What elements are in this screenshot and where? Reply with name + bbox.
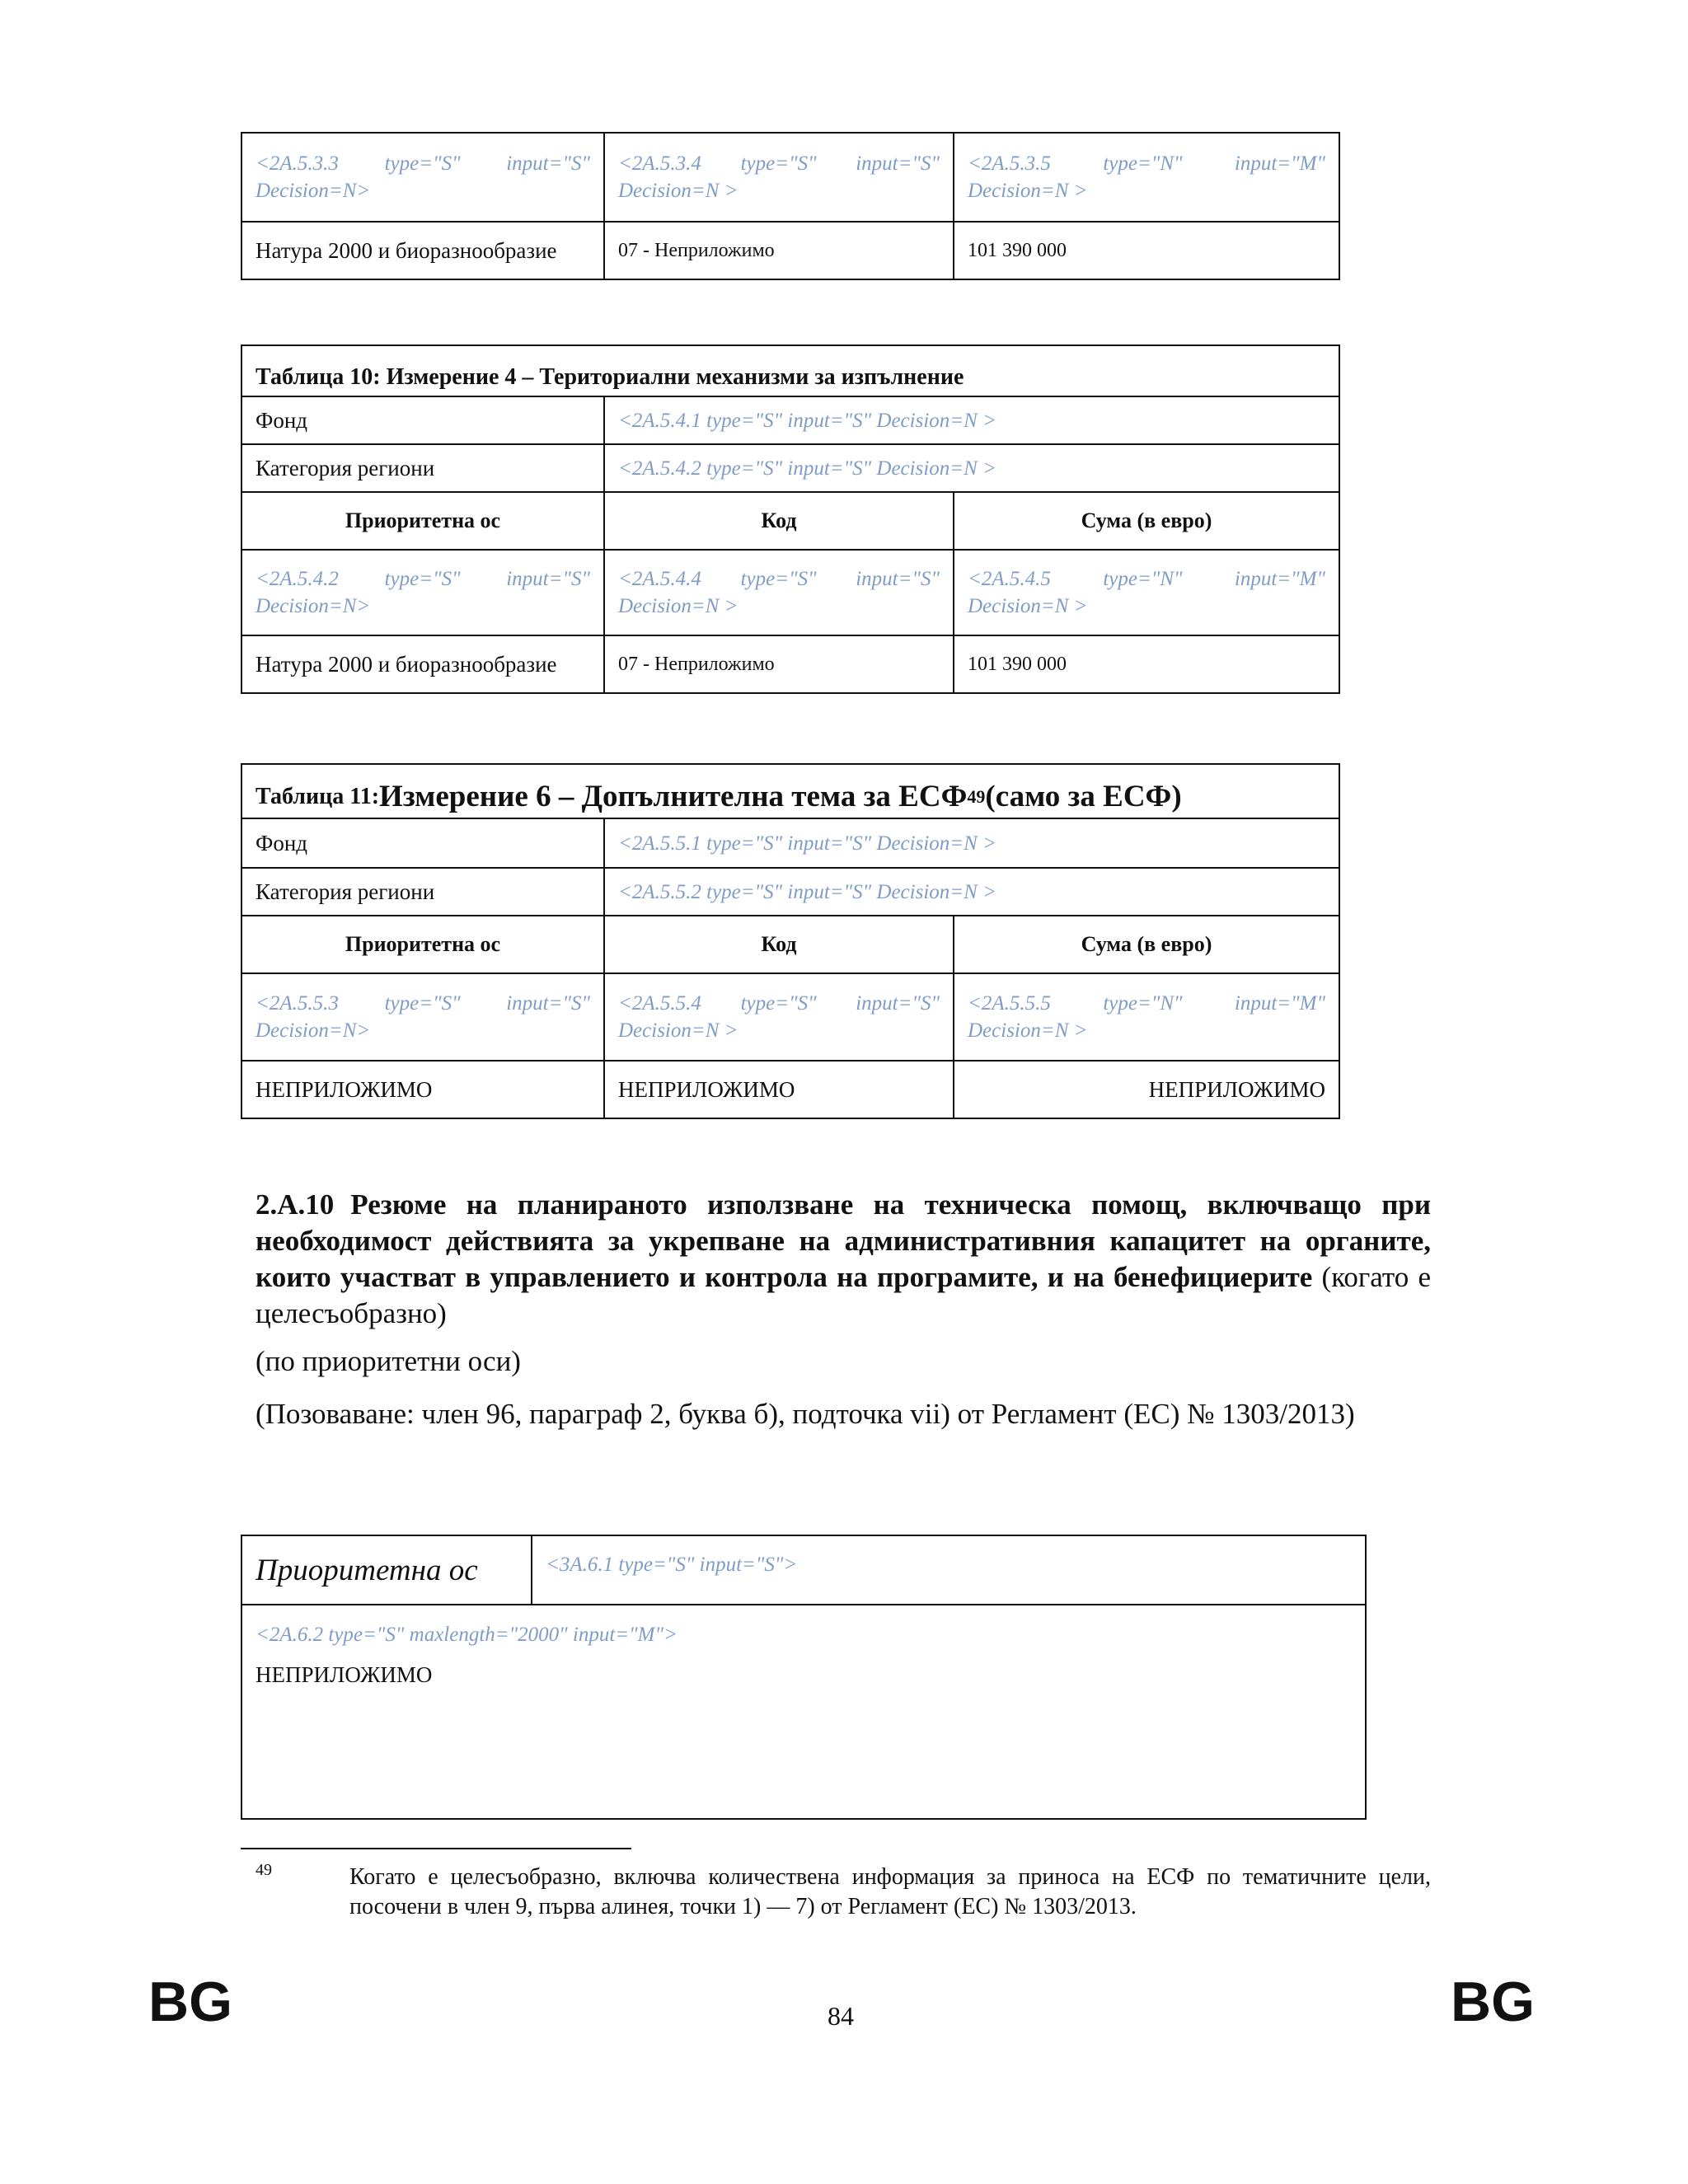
fund-tag: <2A.5.4.1 type="S" input="S" Decision=N > — [618, 409, 996, 432]
table-row — [242, 443, 1339, 491]
tag-cell: <2A.5.3.3 type="S" input="S" Decision=N> — [242, 134, 605, 221]
table-title: Таблица 10: Измерение 4 – Териториални механизми за изпълнение — [256, 364, 964, 390]
table-row — [242, 396, 1339, 443]
tag-cell: <2A.5.4.5 type="N" input="M" Decision=N > — [968, 568, 1325, 617]
code-value: 07 - Неприложимо — [605, 223, 954, 279]
footnote-separator — [241, 1848, 631, 1849]
table-row — [242, 1604, 1365, 1820]
section-heading-note: (когато е целесъобразно) — [256, 1261, 1431, 1329]
tag-cell: <2A.5.5.4 type="S" input="S" Decision=N > — [605, 974, 954, 1060]
section-heading — [256, 1187, 1431, 1332]
section-reference: (Позоваване: член 96, параграф 2, буква б), подточка vii) от Регламент (ЕС) № 1303/2013) — [256, 1398, 1355, 1430]
column-header: Код — [605, 916, 954, 972]
summary-tag: <2A.6.2 type="S" maxlength="2000" input="M"> — [256, 1624, 678, 1646]
table-row — [242, 635, 1339, 692]
table-row — [242, 818, 1339, 867]
priority-axis-label: Приоритетна ос — [242, 1536, 532, 1604]
column-header: Сума (в евро) — [1081, 509, 1212, 532]
table-9-tail — [241, 132, 1340, 280]
code-value: 07 - Неприложимо — [605, 636, 954, 692]
table-10 — [241, 344, 1340, 694]
table-row — [242, 1536, 1365, 1604]
summary-text: НЕПРИЛОЖИМО — [256, 1662, 433, 1687]
footnote-ref: 49 — [967, 785, 986, 807]
language-code-left: BG — [148, 1971, 232, 2033]
code-value: НЕПРИЛОЖИМО — [605, 1062, 954, 1118]
region-category-tag: <2A.5.4.2 type="S" input="S" Decision=N > — [618, 457, 996, 480]
technical-assistance-table — [241, 1535, 1367, 1820]
priority-axis-value: НЕПРИЛОЖИМО — [242, 1062, 605, 1118]
column-header: Приоритетна ос — [242, 493, 605, 549]
table-row — [242, 867, 1339, 915]
fund-tag: <2A.5.5.1 type="S" input="S" Decision=N > — [618, 832, 996, 855]
section-number: 2.A.10 — [256, 1188, 335, 1221]
tag-cell: <2A.5.3.4 type="S" input="S" Decision=N > — [605, 134, 954, 221]
amount-value: 101 390 000 — [968, 239, 1067, 261]
tag-cell: <2A.5.4.2 type="S" input="S" Decision=N> — [242, 551, 605, 635]
section-heading-text: Резюме на планираното използване на техническа помощ, включващо при необходимост действията за укрепване на административния капацитет на органите, които участват в управлението и контрола на програмите, и на бенефициерите — [256, 1188, 1431, 1293]
table-title: Таблица 11: Измерение 6 – Допълнителна тема за ЕСФ 49 (само за ЕСФ) — [256, 780, 1182, 813]
tag-cell: <2A.5.5.5 type="N" input="M" Decision=N > — [968, 992, 1325, 1042]
amount-value: 101 390 000 — [968, 653, 1067, 675]
page-number: 84 — [828, 2001, 854, 2031]
footnote-text: Когато е целесъобразно, включва количествена информация за приноса на ЕСФ по тематичните цели, посочени в член 9, първа алинея, точки 1) — 7) от Регламент (ЕС) № 1303/2013. — [349, 1864, 1431, 1919]
amount-value: НЕПРИЛОЖИМО — [1148, 1076, 1325, 1102]
column-header: Код — [605, 493, 954, 549]
priority-axis-value: Натура 2000 и биоразнообразие — [242, 223, 605, 279]
table-row — [242, 972, 1339, 1060]
language-code-right: BG — [1451, 1971, 1535, 2033]
column-header: Приоритетна ос — [242, 916, 605, 972]
table-row — [242, 134, 1339, 221]
region-category-label: Категория региони — [242, 869, 605, 915]
region-category-tag: <2A.5.5.2 type="S" input="S" Decision=N > — [618, 880, 996, 903]
table-row — [242, 221, 1339, 279]
tag-cell: <2A.5.4.4 type="S" input="S" Decision=N > — [605, 551, 954, 635]
fund-label: Фонд — [242, 397, 605, 443]
table-title-row — [242, 765, 1339, 818]
section-subtitle: (по приоритетни оси) — [256, 1345, 521, 1377]
table-header-row — [242, 915, 1339, 972]
region-category-label: Категория региони — [242, 445, 605, 491]
tag-cell: <2A.5.5.3 type="S" input="S" Decision=N> — [242, 974, 605, 1060]
priority-axis-tag: <3A.6.1 type="S" input="S"> — [546, 1554, 798, 1576]
fund-label: Фонд — [242, 819, 605, 867]
table-row — [242, 1060, 1339, 1118]
table-header-row — [242, 491, 1339, 549]
priority-axis-value: Натура 2000 и биоразнообразие — [242, 636, 605, 692]
table-title-row — [242, 346, 1339, 396]
column-header: Сума (в евро) — [1081, 932, 1212, 956]
footnote-number: 49 — [256, 1861, 272, 1879]
tag-cell: <2A.5.3.5 type="N" input="M" Decision=N > — [968, 152, 1325, 202]
table-row — [242, 549, 1339, 635]
table-11 — [241, 763, 1340, 1119]
